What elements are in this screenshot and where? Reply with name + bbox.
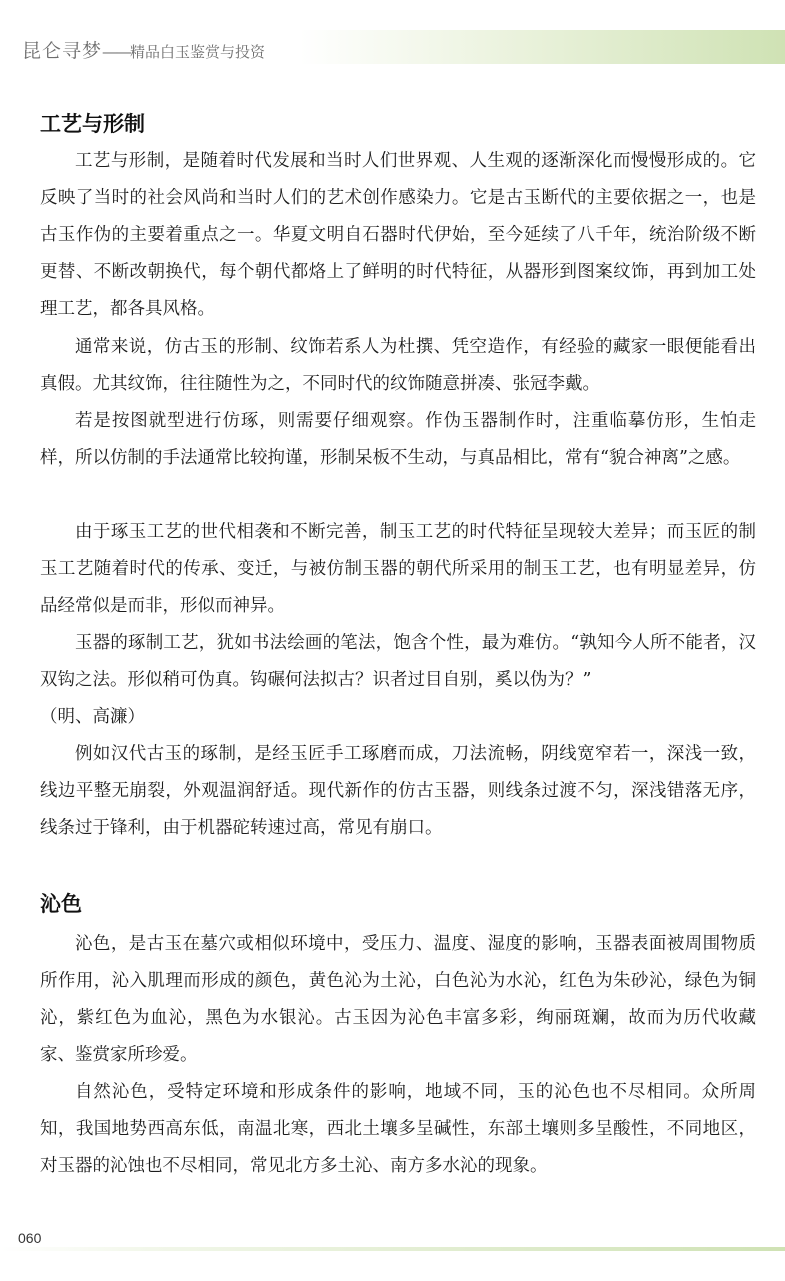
running-header	[0, 30, 785, 64]
paragraph: 自然沁色，受特定环境和形成条件的影响，地域不同，玉的沁色也不尽相同。众所周知，我国地势西高东低，南温北寒，西北土壤多呈碱性，东部土壤则多呈酸性，不同地区，对玉器的沁蚀也不尽相同，常见北方多土沁、南方多水沁的现象。	[40, 1082, 756, 1176]
section-title-patina: 沁色	[40, 892, 82, 916]
paragraph: 例如汉代古玉的琢制，是经玉匠手工琢磨而成，刀法流畅，阴线宽窄若一，深浅一致，线边平整无崩裂，外观温润舒适。现代新作的仿古玉器，则线条过渡不匀，深浅错落无序，线条过于锋利，由于机器砣转速过高，常见有崩口。	[40, 744, 756, 838]
paragraph: 沁色，是古玉在墓穴或相似环境中，受压力、温度、湿度的影响，玉器表面被周围物质所作用，沁入肌理而形成的颜色，黄色沁为土沁，白色沁为水沁，红色为朱砂沁，绿色为铜沁，紫红色为血沁，黑色为水银沁。古玉因为沁色丰富多彩，绚丽斑斓，故而为历代收藏家、鉴赏家所珍爱。	[40, 934, 756, 1065]
paragraph-quote: 玉器的琢制工艺，犹如书法绘画的笔法，饱含个性，最为难仿。“孰知今人所不能者，汉双钩之法。形似稍可伪真。钩碾何法拟古？识者过目自别，奚以伪为？”	[40, 633, 756, 690]
section-title-craft: 工艺与形制	[40, 112, 145, 136]
paragraph: 若是按图就型进行仿琢，则需要仔细观察。作伪玉器制作时，注重临摹仿形，生怕走样，所以仿制的手法通常比较拘谨，形制呆板不生动，与真品相比，常有“貌合神离”之感。	[40, 411, 756, 468]
paragraph: 通常来说，仿古玉的形制、纹饰若系人为杜撰、凭空造作，有经验的藏家一眼便能看出真假。尤其纹饰，往往随性为之，不同时代的纹饰随意拼凑、张冠李戴。	[40, 337, 756, 394]
header-dash: ——	[102, 42, 131, 61]
header-title	[22, 36, 265, 63]
quote-attribution: （明、高濂）	[40, 707, 145, 727]
book-title: 昆仑寻梦	[22, 40, 103, 62]
paragraph: 工艺与形制，是随着时代发展和当时人们世界观、人生观的逐渐深化而慢慢形成的。它反映了当时的社会风尚和当时人们的艺术创作感染力。它是古玉断代的主要依据之一，也是古玉作伪的主要着重点之一。华夏文明自石器时代伊始，至今延续了八千年，统治阶级不断更替、不断改朝换代，每个朝代都烙上了鲜明的时代特征，从器形到图案纹饰，再到加工处理工艺，都各具风格。	[40, 151, 756, 319]
footer-rule	[0, 1247, 785, 1251]
page-number: 060	[18, 1230, 42, 1246]
book-subtitle: 精品白玉鉴赏与投资	[130, 43, 266, 61]
paragraph: 由于琢玉工艺的世代相袭和不断完善，制玉工艺的时代特征呈现较大差异；而玉匠的制玉工艺随着时代的传承、变迁，与被仿制玉器的朝代所采用的制玉工艺，也有明显差异，仿品经常似是而非，形似而神异。	[40, 522, 756, 616]
